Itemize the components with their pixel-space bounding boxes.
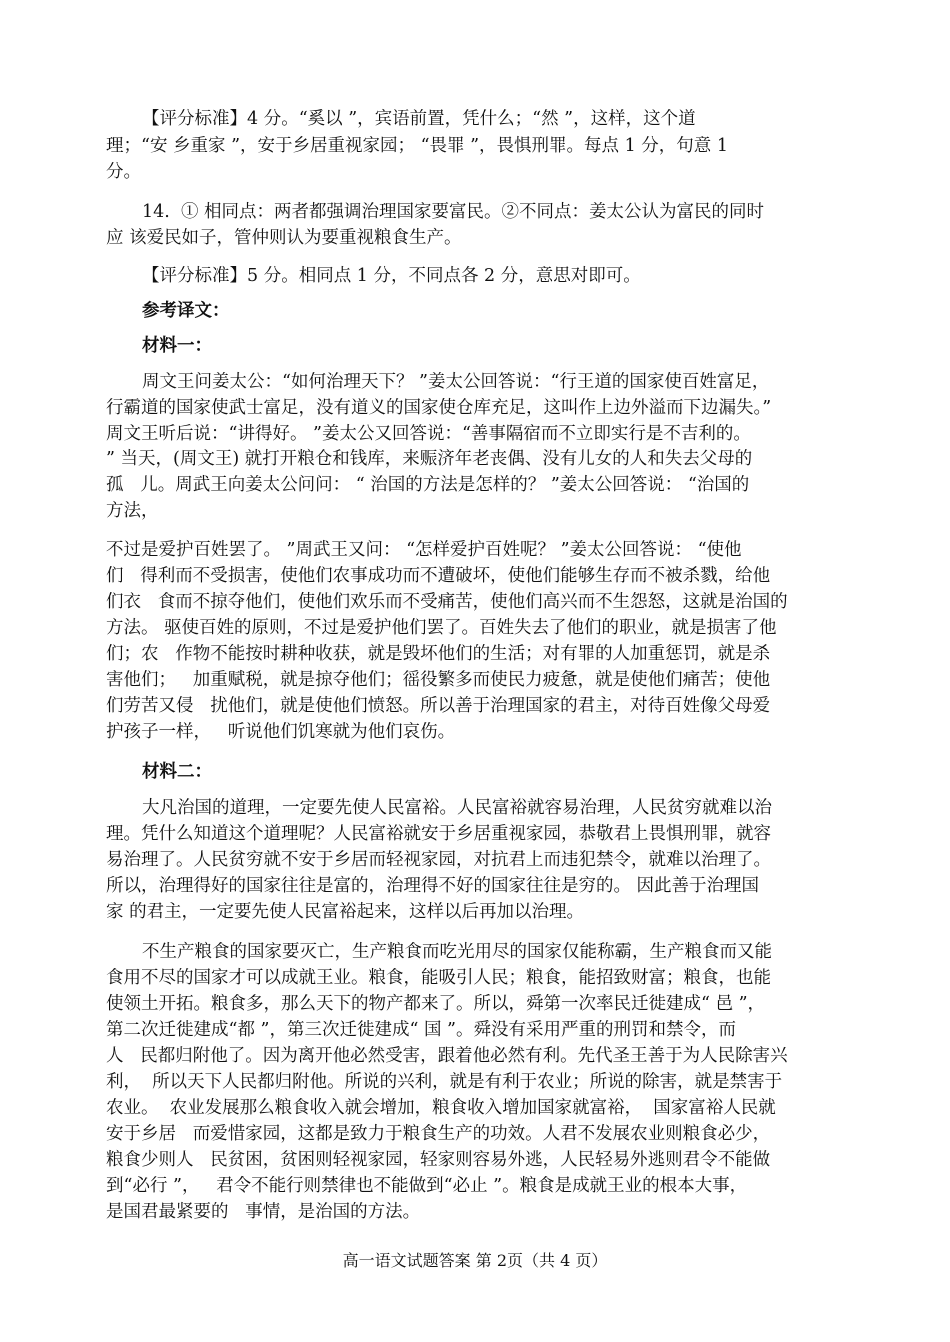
material2-p2-line-6: 利， 所以天下人民都归附他。所说的兴利，就是有利于农业；所说的除害，就是禁害于: [106, 1072, 783, 1092]
material2-p2-line-11: 是国君最紧要的 事情，是治国的方法。: [106, 1202, 421, 1222]
material1-line-5: 孤 儿。周武王向姜太公问问： “ 治国的方法是怎样的？ ”姜太公回答说： “治国的: [106, 475, 750, 495]
material2-p2-line-1: 不生产粮食的国家要灭亡，生产粮食而吃光用尽的国家仅能称霸，生产粮食而又能: [142, 942, 772, 962]
material1-line-6: 方法，: [106, 501, 159, 521]
material1-cont-line-4: 方法。 驱使百姓的原则，不过是爱护他们罢了。百姓失去了他们的职业，就是损害了他: [106, 618, 777, 638]
page-footer: 高一语文试题答案 第 2页（共 4 页）: [342, 1251, 608, 1270]
material1-line-4: ” 当天，(周文王) 就打开粮仓和钱库，来赈济年老丧偶、没有儿女的人和失去父母的: [106, 449, 753, 469]
material2-p1-line-5: 家 的君主，一定要先使人民富裕起来，这样以后再加以治理。: [106, 902, 585, 922]
material2-p2-line-7: 农业。 农业发展那么粮食收入就会增加，粮食收入增加国家就富裕， 国家富裕人民就: [106, 1098, 776, 1118]
material2-p2-line-8: 安于乡居 而爱惜家园，这都是致力于粮食生产的功效。人君不发展农业则粮食必少，: [106, 1124, 771, 1144]
material2-p2-line-10: 到“必行 ”， 君令不能行则禁律也不能做到“必止 ”。粮食是成就王业的根本大事，: [106, 1176, 748, 1196]
material2-p1-line-2: 理。凭什么知道这个道理呢？人民富裕就安于乡居重视家园，恭敬君上畏惧刑罪，就容: [106, 824, 771, 844]
material2-p1-line-1: 大凡治国的道理，一定要先使人民富裕。人民富裕就容易治理，人民贫穷就难以治: [142, 798, 772, 818]
criteria13-line-2: 理；“安 乡重家 ”，安于乡居重视家园； “畏罪 ”，畏惧刑罪。每点 1 分，句意 1: [106, 136, 728, 156]
material1-cont-line-3: 们衣 食而不掠夺他们，使他们欢乐而不受痛苦，使他们高兴而不生怨怒，这就是治国的: [106, 592, 788, 612]
criteria14: 【评分标准】5 分。相同点 1 分，不同点各 2 分，意思对即可。: [142, 266, 641, 286]
reference-title: 参考译文：: [142, 301, 230, 321]
material1-title: 材料一：: [142, 336, 212, 356]
material1-line-3: 周文王听后说：“讲得好。 ”姜太公又回答说：“善事隔宿而不立即实行是不吉利的。: [106, 424, 751, 444]
answer14-line-1: 14. ① 相同点：两者都强调治理国家要富民。②不同点：姜太公认为富民的同时: [142, 202, 765, 222]
material1-cont-line-2: 们 得利而不受损害，使他们农事成功而不遭破坏，使他们能够生存而不被杀戮，给他: [106, 566, 771, 586]
material1-cont-line-6: 害他们； 加重赋税，就是掠夺他们；徭役繁多而使民力疲惫，就是使他们痛苦；使他: [106, 670, 771, 690]
material2-p2-line-4: 第二次迁徙建成“都 ”，第三次迁徙建成“ 国 ”。舜没有采用严重的刑罚和禁令，而: [106, 1020, 736, 1040]
material1-cont-line-1: 不过是爱护百姓罢了。 ”周武王又问： “怎样爱护百姓呢？ ”姜太公回答说： “使他: [106, 540, 742, 560]
material2-p2-line-5: 人 民都归附他了。因为离开他必然受害，跟着他必然有利。先代圣王善于为人民除害兴: [106, 1046, 788, 1066]
criteria13-line-1: 【评分标准】4 分。“奚以 ”，宾语前置，凭什么；“然 ”，这样，这个道: [142, 109, 696, 129]
material2-p1-line-4: 所以，治理得好的国家往往是富的，治理得不好的国家往往是穷的。 因此善于治理国: [106, 876, 760, 896]
material2-p2-line-9: 粮食少则人 民贫困，贫困则轻视家园，轻家则容易外逃，人民轻易外逃则君令不能做: [106, 1150, 771, 1170]
material1-cont-line-8: 护孩子一样， 听说他们饥寒就为他们哀伤。: [106, 722, 456, 742]
material1-cont-line-7: 们劳苦又侵 扰他们，就是使他们愤怒。所以善于治理国家的君主，对待百姓像父母爱: [106, 696, 771, 716]
material2-p2-line-2: 食用不尽的国家才可以成就王业。粮食，能吸引人民；粮食，能招致财富；粮食，也能: [106, 968, 771, 988]
material2-p2-line-3: 使领土开拓。粮食多，那么天下的物产都来了。所以，舜第一次率民迁徙建成“ 邑 ”，: [106, 994, 766, 1014]
material2-p1-line-3: 易治理了。人民贫穷就不安于乡居而轻视家园，对抗君上而违犯禁令，就难以治理了。: [106, 850, 771, 870]
material1-cont-line-5: 们；农 作物不能按时耕种收获，就是毁坏他们的生活；对有罪的人加重惩罚，就是杀: [106, 644, 771, 664]
answer14-line-2: 应 该爱民如子，管仲则认为要重视粮食生产。: [106, 228, 462, 248]
material1-line-1: 周文王问姜太公：“如何治理天下？ ”姜太公回答说：“行王道的国家使百姓富足，: [142, 372, 770, 392]
material2-title: 材料二：: [142, 762, 212, 782]
criteria13-line-3: 分。: [106, 162, 141, 182]
material1-line-2: 行霸道的国家使武士富足，没有道义的国家使仓库充足，这叫作上边外溢而下边漏失。”: [106, 398, 772, 418]
